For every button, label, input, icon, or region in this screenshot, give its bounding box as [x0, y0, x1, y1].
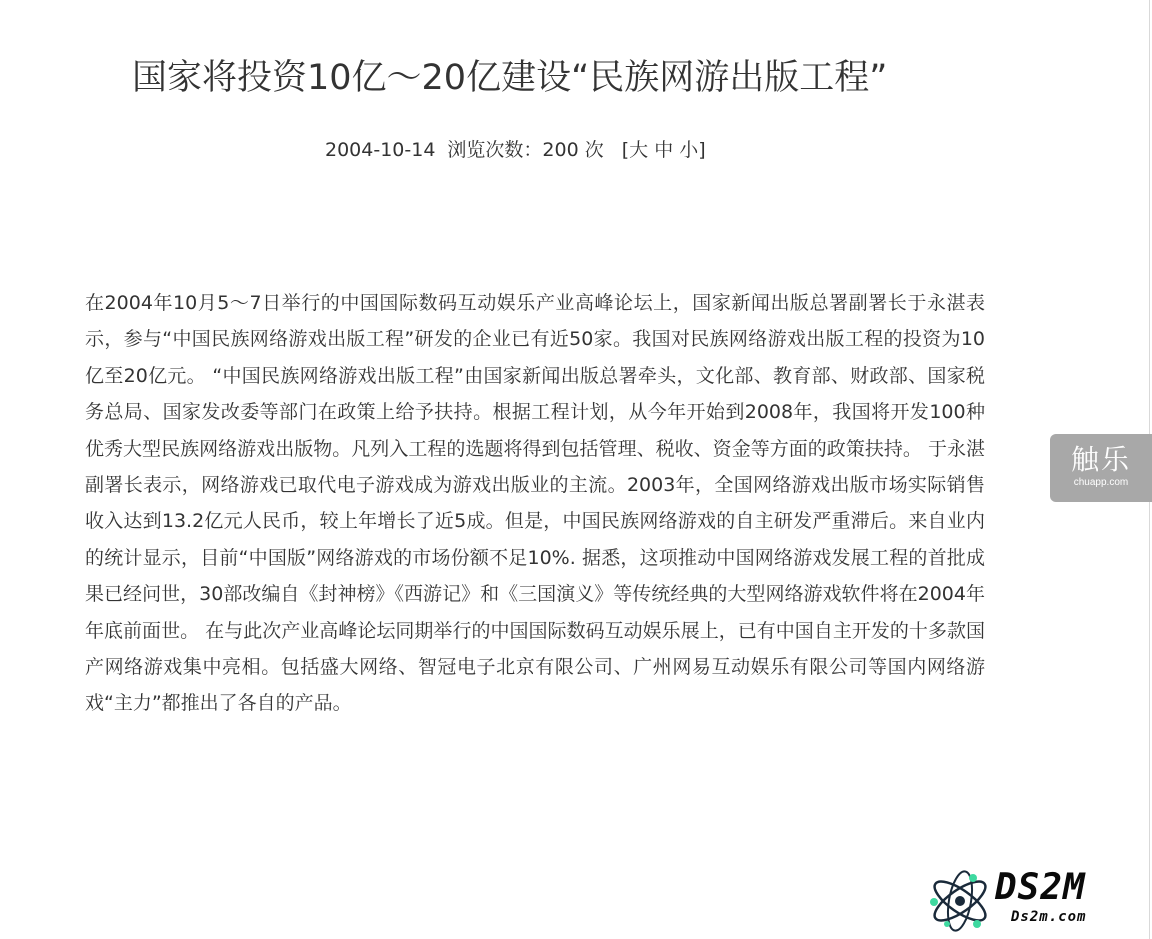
ds2m-logo-text: DS2M	[995, 867, 1086, 908]
article-title: 国家将投资10亿～20亿建设“民族网游出版工程”	[132, 58, 888, 98]
article-meta	[325, 134, 706, 166]
font-size-bracket-close: ]	[698, 139, 706, 161]
font-size-large-link[interactable]: 大	[629, 139, 649, 161]
font-size-small-link[interactable]: 小	[679, 139, 699, 161]
atom-icon	[925, 866, 995, 936]
ds2m-url-text: Ds2m.com	[1011, 909, 1087, 925]
chuapp-watermark-url: chuapp.com	[1073, 477, 1129, 488]
article-body: 在2004年10月5～7日举行的中国国际数码互动娱乐产业高峰论坛上，国家新闻出版总署副署长于永湛表示，参与“中国民族网络游戏出版工程”研发的企业已有近50家。我国对民族网络游戏出版工程的投资为10亿至20亿元。 “中国民族网络游戏出版工程”由国家新闻出版总署牵头，文化部、教育部、财政部、国家税务总局、国家发改委等部门在政策上给予扶持。根据工程计划，从今年开始到2008年，我国将开发100种优秀大型民族网络游戏出版物。凡列入工程的选题将得到包括管理、税收、资金等方面的政策扶持。 于永湛副署长表示，网络游戏已取代电子游戏成为游戏出版业的主流。2003年，全国网络游戏出版市场实际销售收入达到13.2亿元人民币，较上年增长了近5成。但是，中国民族网络游戏的自主研发严重滞后。来自业内的统计显示，目前“中国版”网络游戏的市场份额不足10%. 据悉，这项推动中国网络游戏发展工程的首批成果已经问世，30部改编自《封神榜》《西游记》和《三国演义》等传统经典的大型网络游戏软件将在2004年年底前面世。 在与此次产业高峰论坛同期举行的中国国际数码互动娱乐展上，已有中国自主开发的十多款国产网络游戏集中亮相。包括盛大网络、智冠电子北京有限公司、广州网易互动娱乐有限公司等国内网络游戏“主力”都推出了各自的产品。	[85, 292, 985, 715]
font-size-bracket-open: [	[621, 139, 630, 161]
chuapp-watermark	[1050, 434, 1152, 502]
ds2m-watermark	[925, 866, 1145, 936]
chuapp-watermark-logo: 触乐	[1070, 443, 1131, 476]
view-count: 浏览次数：200 次	[447, 139, 604, 161]
font-size-medium-link[interactable]: 中	[654, 139, 674, 161]
article-date: 2004-10-14	[325, 139, 436, 161]
